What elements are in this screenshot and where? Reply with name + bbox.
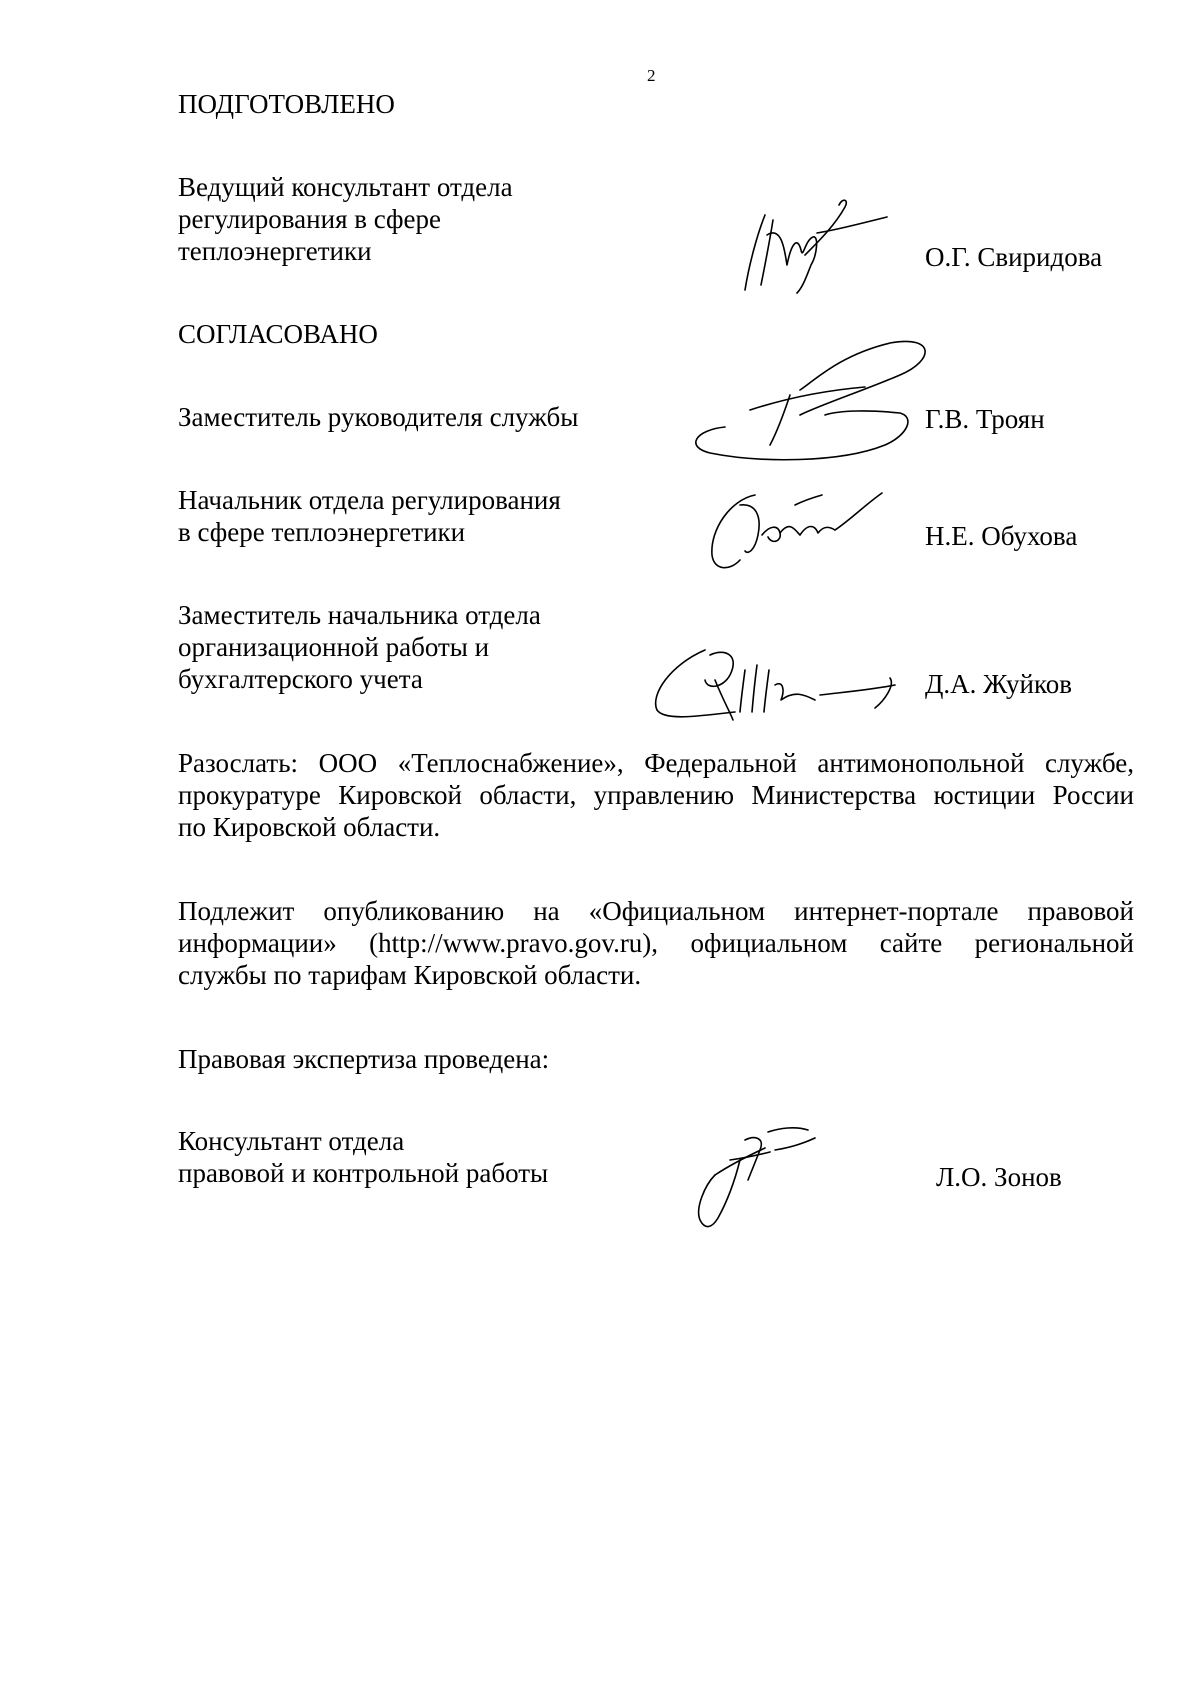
- signature-zonov: [670, 1120, 830, 1235]
- signer-name: Н.Е. Обухова: [925, 521, 1078, 551]
- publication-line: Подлежит опубликованию на «Официальном интернет-портале правовой: [178, 896, 1134, 926]
- publication-line: информации» (http://www.pravo.gov.ru), официальном сайте региональной: [178, 928, 1134, 958]
- prepared-position-line: теплоэнергетики: [178, 236, 372, 266]
- signer-position-line: Начальник отдела регулирования: [178, 485, 561, 515]
- signature-zhuykov: [645, 640, 915, 730]
- signer-position-line: Заместитель начальника отдела: [178, 600, 541, 630]
- signer-position-line: бухгалтерского учета: [178, 664, 423, 694]
- legal-review-position-line: Консультант отдела: [178, 1126, 405, 1156]
- distribution-line: прокуратуре Кировской области, управлению Министерства юстиции России: [178, 780, 1134, 810]
- legal-review-name: Л.О. Зонов: [936, 1162, 1062, 1192]
- prepared-position-line: Ведущий консультант отдела: [178, 172, 513, 202]
- distribution-line: Разослать: ООО «Теплоснабжение», Федеральной антимонопольной службе,: [178, 748, 1134, 778]
- signature-sviridova: [735, 195, 905, 300]
- signer-position-line: организационной работы и: [178, 632, 490, 662]
- signature-obukhova: [700, 475, 885, 575]
- publication-line: службы по тарифам Кировской области.: [178, 960, 642, 990]
- publication-paragraph: [178, 895, 1134, 991]
- signer-name: Г.В. Троян: [925, 404, 1045, 434]
- distribution-paragraph: [178, 747, 1134, 843]
- legal-review-heading: Правовая экспертиза проведена:: [178, 1044, 550, 1074]
- prepared-position-line: регулирования в сфере: [178, 204, 442, 234]
- legal-review-position-line: правовой и контрольной работы: [178, 1158, 549, 1188]
- signer-name: Д.А. Жуйков: [925, 669, 1072, 699]
- prepared-name: О.Г. Свиридова: [925, 242, 1103, 272]
- page-number: 2: [647, 66, 656, 85]
- agreed-heading: СОГЛАСОВАНО: [178, 319, 378, 349]
- signer-position-line: Заместитель руководителя службы: [178, 402, 579, 432]
- prepared-heading: ПОДГОТОВЛЕНО: [178, 89, 395, 119]
- signer-position-line: в сфере теплоэнергетики: [178, 517, 466, 547]
- distribution-line: по Кировской области.: [178, 812, 441, 842]
